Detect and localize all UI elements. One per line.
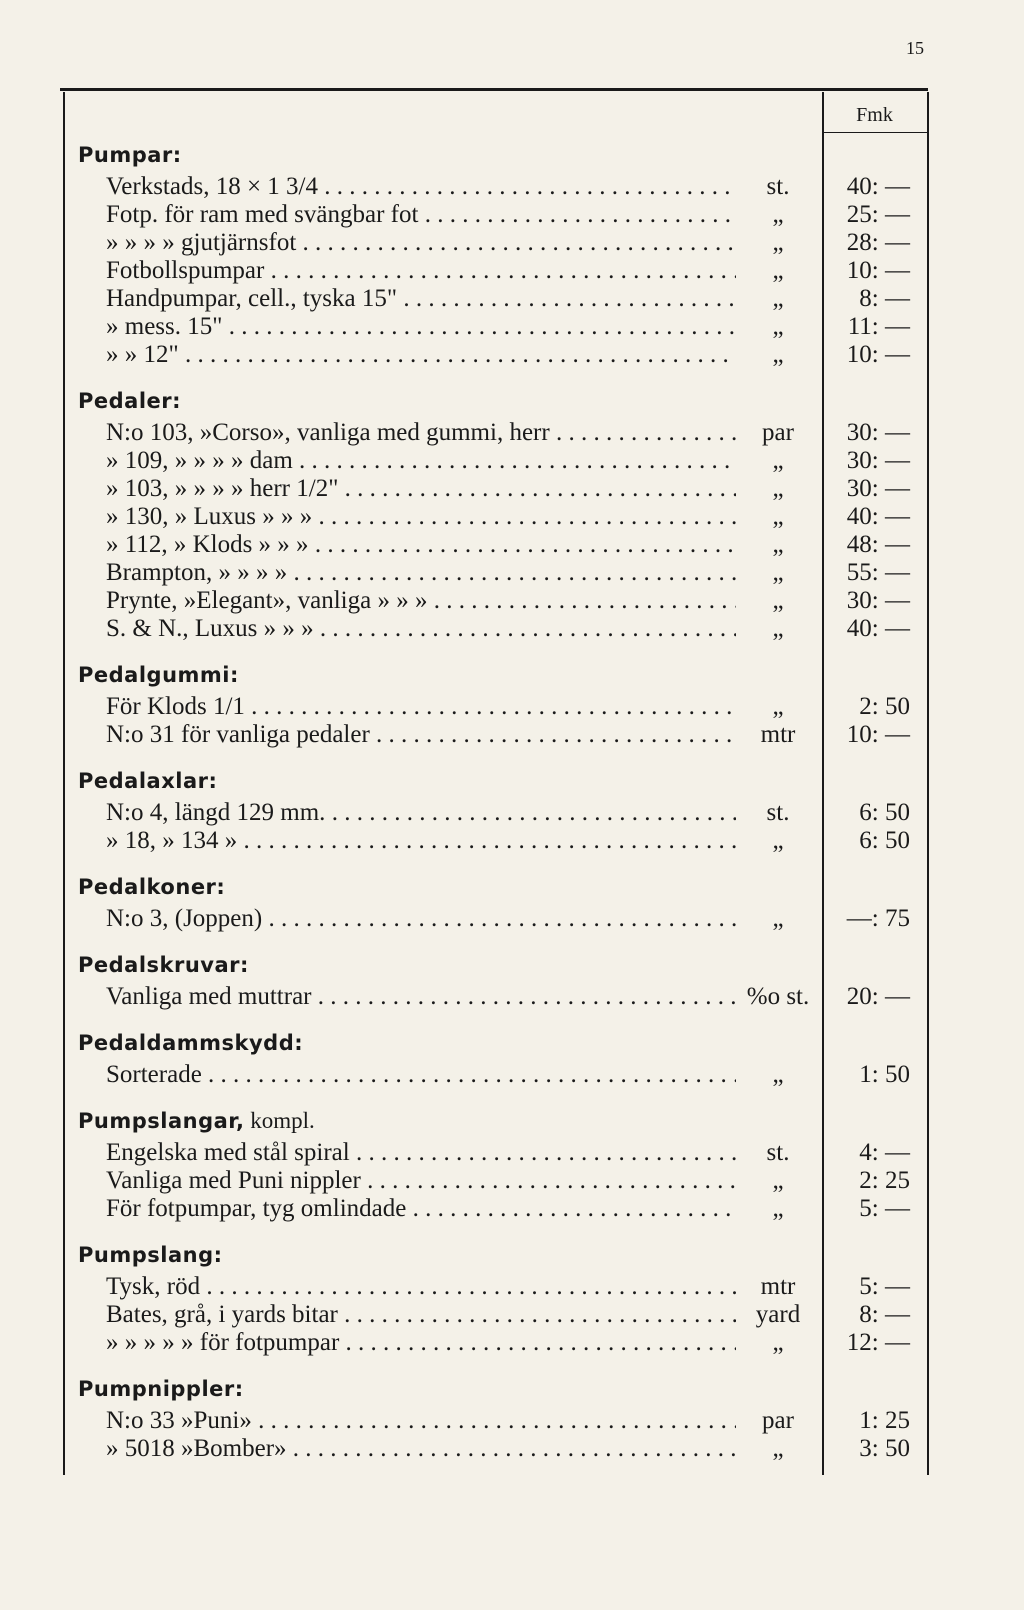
section-heading xyxy=(78,137,924,173)
item-description: N:o 103, »Corso», vanliga med gummi, herr . . . xyxy=(106,419,736,447)
item-price: 48: — xyxy=(846,531,910,558)
item-description: Vanliga med muttrar . . . xyxy=(106,983,736,1011)
item-price: 40: — xyxy=(846,173,910,200)
section-title: Pumpslangar, xyxy=(78,1109,245,1133)
item-price: 10: — xyxy=(846,341,910,368)
list-item xyxy=(78,693,924,721)
item-description: N:o 31 för vanliga pedaler . . . xyxy=(106,721,736,749)
item-unit: par xyxy=(738,1407,818,1435)
item-description: Bates, grå, i yards bitar . . . xyxy=(106,1301,736,1329)
item-price: 8: — xyxy=(859,285,910,312)
list-item xyxy=(78,827,924,855)
item-description: » 130, » Luxus » » » . . . xyxy=(106,503,736,531)
item-unit: „ xyxy=(738,201,818,229)
item-description: N:o 3, (Joppen) . . . xyxy=(106,905,736,933)
section-gap xyxy=(78,933,924,947)
list-item xyxy=(78,615,924,643)
section-title: Pedaler: xyxy=(78,389,182,413)
item-unit: „ xyxy=(738,1195,818,1223)
item-price: 30: — xyxy=(846,419,910,446)
list-item xyxy=(78,201,924,229)
section-heading xyxy=(78,657,924,693)
item-description: N:o 4, längd 129 mm. . . . xyxy=(106,799,736,827)
section-gap xyxy=(78,1357,924,1371)
right-border xyxy=(927,92,929,1475)
item-price: 5: — xyxy=(859,1195,910,1222)
item-unit: „ xyxy=(738,1061,818,1089)
item-unit: st. xyxy=(738,173,818,201)
item-price: 30: — xyxy=(846,475,910,502)
section-title: Pedalaxlar: xyxy=(78,769,218,793)
item-price: 30: — xyxy=(846,447,910,474)
item-unit: „ xyxy=(738,475,818,503)
item-price: 6: 50 xyxy=(859,799,910,826)
item-unit: „ xyxy=(738,1167,818,1195)
item-description: Fotbollspumpar . . . xyxy=(106,257,736,285)
item-description: N:o 33 »Puni» . . . xyxy=(106,1407,736,1435)
list-item xyxy=(78,447,924,475)
section-heading xyxy=(78,947,924,983)
list-item xyxy=(78,341,924,369)
item-unit: „ xyxy=(738,285,818,313)
list-item xyxy=(78,1329,924,1357)
item-description: » 5018 »Bomber» . . . xyxy=(106,1435,736,1463)
item-price: 11: — xyxy=(847,313,910,340)
list-item xyxy=(78,285,924,313)
item-unit: „ xyxy=(738,531,818,559)
list-item xyxy=(78,799,924,827)
list-item xyxy=(78,475,924,503)
list-item xyxy=(78,1139,924,1167)
list-item xyxy=(78,257,924,285)
item-unit: „ xyxy=(738,257,818,285)
item-unit: „ xyxy=(738,1329,818,1357)
item-price: 12: — xyxy=(846,1329,910,1356)
item-unit: st. xyxy=(738,1139,818,1167)
section-title: Pedalkoner: xyxy=(78,875,226,899)
item-unit: „ xyxy=(738,587,818,615)
item-description: » mess. 15" . . . xyxy=(106,313,736,341)
item-description: » 112, » Klods » » » . . . xyxy=(106,531,736,559)
list-item xyxy=(78,1167,924,1195)
item-price: 10: — xyxy=(846,257,910,284)
section-heading xyxy=(78,1237,924,1273)
section-heading xyxy=(78,383,924,419)
item-description: Sorterade . . . xyxy=(106,1061,736,1089)
item-description: Handpumpar, cell., tyska 15" . . . xyxy=(106,285,736,313)
item-description: » » 12" . . . xyxy=(106,341,736,369)
item-price: 2: 50 xyxy=(859,693,910,720)
section-gap xyxy=(78,643,924,657)
item-price: 6: 50 xyxy=(859,827,910,854)
item-unit: „ xyxy=(738,313,818,341)
list-item xyxy=(78,983,924,1011)
item-description: Fotp. för ram med svängbar fot . . . xyxy=(106,201,736,229)
item-description: Verkstads, 18 × 1 3/4 . . . xyxy=(106,173,736,201)
section-title: Pumpnippler: xyxy=(78,1377,244,1401)
list-item xyxy=(78,721,924,749)
item-description: » » » » gjutjärnsfot . . . xyxy=(106,229,736,257)
item-unit: st. xyxy=(738,799,818,827)
item-unit: „ xyxy=(738,693,818,721)
item-price: 5: — xyxy=(859,1273,910,1300)
section-title: Pedalgummi: xyxy=(78,663,239,687)
section-heading xyxy=(78,763,924,799)
item-unit: „ xyxy=(738,559,818,587)
section-gap xyxy=(78,855,924,869)
list-item xyxy=(78,313,924,341)
section-heading xyxy=(78,1103,924,1139)
item-description: » 109, » » » » dam . . . xyxy=(106,447,736,475)
section-gap xyxy=(78,1223,924,1237)
list-item xyxy=(78,531,924,559)
list-item xyxy=(78,905,924,933)
item-description: För Klods 1/1 . . . xyxy=(106,693,736,721)
left-border xyxy=(63,92,65,1475)
item-description: För fotpumpar, tyg omlindade . . . xyxy=(106,1195,736,1223)
item-price: 2: 25 xyxy=(859,1167,910,1194)
item-description: » 103, » » » » herr 1/2" . . . xyxy=(106,475,736,503)
item-unit: „ xyxy=(738,447,818,475)
item-price: 1: 25 xyxy=(859,1407,910,1434)
section-heading xyxy=(78,1025,924,1061)
list-item xyxy=(78,559,924,587)
list-item xyxy=(78,1273,924,1301)
item-unit: mtr xyxy=(738,1273,818,1301)
item-price: 20: — xyxy=(846,983,910,1010)
top-rule xyxy=(60,88,928,91)
list-item xyxy=(78,419,924,447)
item-unit: „ xyxy=(738,229,818,257)
item-price: 4: — xyxy=(859,1139,910,1166)
section-gap xyxy=(78,1089,924,1103)
header-rule xyxy=(822,132,927,133)
section-title: Pumpslang: xyxy=(78,1243,223,1267)
item-description: » 18, » 134 » . . . xyxy=(106,827,736,855)
item-unit: yard xyxy=(738,1301,818,1329)
item-unit: „ xyxy=(738,827,818,855)
item-price: 3: 50 xyxy=(859,1435,910,1462)
item-description: Tysk, röd . . . xyxy=(106,1273,736,1301)
item-price: 40: — xyxy=(846,503,910,530)
item-description: Prynte, »Elegant», vanliga » » » . . . xyxy=(106,587,736,615)
list-item xyxy=(78,1195,924,1223)
page-number: 15 xyxy=(906,38,924,58)
section-heading xyxy=(78,869,924,905)
item-price: 28: — xyxy=(846,229,910,256)
list-item xyxy=(78,1301,924,1329)
item-unit: „ xyxy=(738,1435,818,1463)
item-price: —: 75 xyxy=(846,905,910,932)
item-unit: „ xyxy=(738,905,818,933)
item-unit: par xyxy=(738,419,818,447)
item-unit: „ xyxy=(738,341,818,369)
item-unit: „ xyxy=(738,615,818,643)
item-price: 55: — xyxy=(846,559,910,586)
section-gap xyxy=(78,1011,924,1025)
list-item xyxy=(78,1435,924,1463)
item-price: 8: — xyxy=(859,1301,910,1328)
item-description: Engelska med stål spiral . . . xyxy=(106,1139,736,1167)
section-title: Pedaldammskydd: xyxy=(78,1031,304,1055)
item-unit: %o st. xyxy=(738,983,818,1011)
list-item xyxy=(78,503,924,531)
list-item xyxy=(78,1061,924,1089)
section-gap xyxy=(78,369,924,383)
item-price: 1: 50 xyxy=(859,1061,910,1088)
price-list xyxy=(78,137,924,1463)
item-price: 25: — xyxy=(846,201,910,228)
section-gap xyxy=(78,749,924,763)
item-description: Vanliga med Puni nippler . . . xyxy=(106,1167,736,1195)
section-title-suffix: kompl. xyxy=(250,1108,315,1133)
item-unit: mtr xyxy=(738,721,818,749)
item-description: Brampton, » » » » . . . xyxy=(106,559,736,587)
item-price: 40: — xyxy=(846,615,910,642)
item-price: 10: — xyxy=(846,721,910,748)
list-item xyxy=(78,173,924,201)
item-description: S. & N., Luxus » » » . . . xyxy=(106,615,736,643)
section-title: Pedalskruvar: xyxy=(78,953,249,977)
item-price: 30: — xyxy=(846,587,910,614)
section-heading xyxy=(78,1371,924,1407)
list-item xyxy=(78,587,924,615)
item-description: » » » » » för fotpumpar . . . xyxy=(106,1329,736,1357)
price-column-header: Fmk xyxy=(856,104,893,126)
list-item xyxy=(78,1407,924,1435)
section-title: Pumpar: xyxy=(78,143,182,167)
item-unit: „ xyxy=(738,503,818,531)
list-item xyxy=(78,229,924,257)
